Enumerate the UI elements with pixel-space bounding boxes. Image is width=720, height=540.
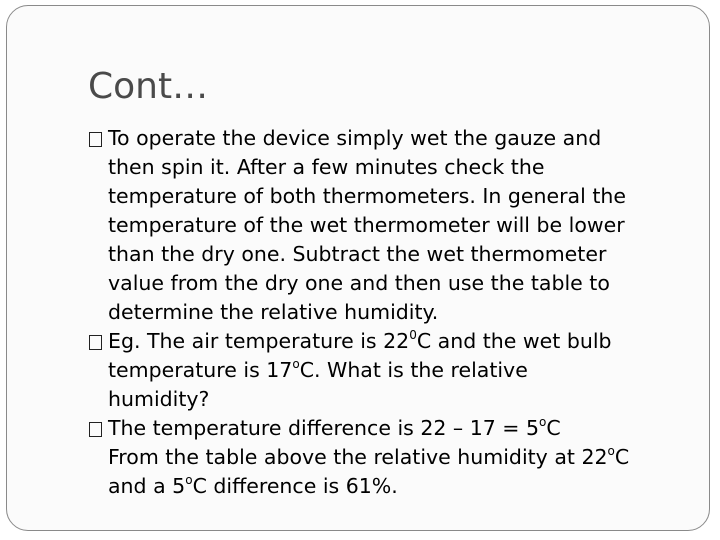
bullet-line: temperature of both thermometers. In general the (108, 184, 626, 208)
bullet-line: than the dry one. Subtract the wet thermometer (108, 242, 607, 266)
bullet-line: temperature is 17$^o$C. What is the relative (108, 357, 528, 382)
slide-frame (6, 5, 710, 531)
slide-title: Cont… (88, 66, 209, 107)
bullet-line: temperature of the wet thermometer will be lower (108, 213, 625, 237)
bullet-line: To operate the device simply wet the gauze and (108, 126, 602, 150)
bullet-line: value from the dry one and then use the table to (108, 271, 610, 295)
bullet-line: Eg. The air temperature is $22^0C$ and the wet bulb (108, 328, 612, 353)
bullet-line: The temperature difference is $22 - 17 = 5^oC$ (108, 415, 561, 440)
bullet-item (87, 327, 687, 414)
bullet-line: then spin it. After a few minutes check the (108, 155, 545, 179)
bullet-item (87, 414, 687, 501)
bullet-item (87, 124, 687, 327)
bullet-line: humidity? (108, 387, 210, 411)
square-bullet-icon (89, 132, 102, 147)
bullet-list (87, 124, 687, 501)
bullet-line: From the table above the relative humidity at 22$^o$C (108, 444, 630, 469)
square-bullet-icon (89, 335, 102, 350)
square-bullet-icon (89, 422, 102, 437)
bullet-line: and a 5$^o$C difference is 61%. (108, 473, 398, 498)
bullet-line: determine the relative humidity. (108, 300, 439, 324)
